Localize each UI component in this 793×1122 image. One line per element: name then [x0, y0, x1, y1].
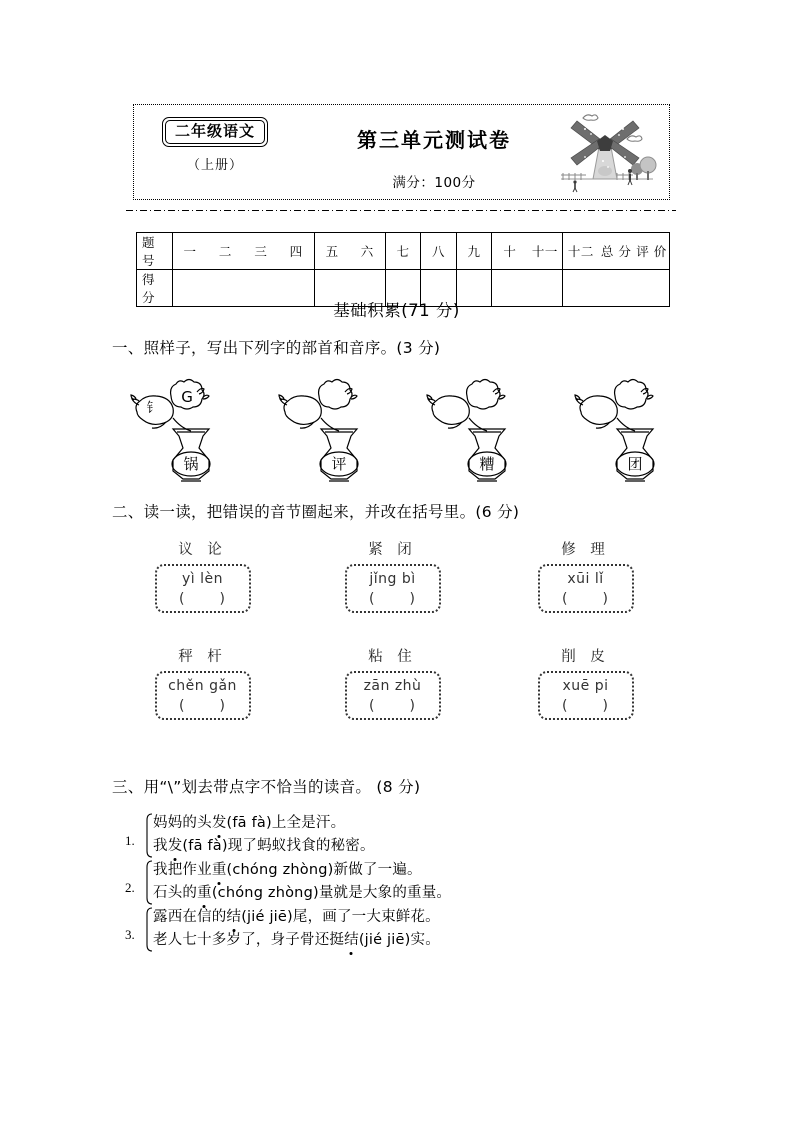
cell-col-12: 十二: [563, 233, 599, 270]
pinyin-item-2: [315, 538, 470, 613]
flower-radical-1: 钅: [146, 401, 160, 416]
pinyin-syllables-2[interactable]: jǐng bì: [369, 571, 416, 587]
pinyin-answer-blank-1[interactable]: ( ): [179, 591, 226, 607]
cell-col-11: 十一: [527, 233, 563, 270]
sentence-lines-3: [153, 906, 440, 952]
flower-character-3: 糟: [479, 455, 495, 473]
cell-col-evaluation: 评 价: [634, 233, 670, 270]
sentence-pre-1b: 我: [153, 838, 168, 854]
flower-vase-diagram-3[interactable]: [421, 374, 556, 488]
flower-initial-1: G: [181, 388, 193, 406]
sentence-post-1b: (fā fà)现了蚂蚁找食的秘密。: [182, 838, 375, 854]
sentence-post-3a: (jié jiē)尾，画了一大束鲜花。: [241, 909, 440, 925]
cell-label-score[interactable]: 得 分: [137, 270, 173, 307]
pinyin-item-3: [508, 538, 663, 613]
cell-label-question: 题 号: [137, 233, 173, 270]
exercise-3-sentence-groups: [125, 812, 685, 953]
pinyin-word-1: 议 论: [178, 542, 227, 558]
score-table: [136, 232, 670, 307]
pinyin-answer-blank-4[interactable]: ( ): [179, 698, 226, 714]
sentence-group-number-1: 1.: [125, 833, 135, 848]
pinyin-box-6[interactable]: [538, 671, 634, 720]
page-title: 第三单元测试卷: [357, 128, 511, 152]
dotted-char-2a[interactable]: 重: [212, 859, 227, 882]
cell-col-total: 总 分: [598, 233, 634, 270]
sentence-lines-2: [153, 859, 451, 905]
decorative-divider: [126, 209, 676, 212]
cell-col-3: 三: [243, 233, 279, 270]
pinyin-word-2: 紧 闭: [368, 542, 417, 558]
grade-badge-outer: [162, 117, 268, 147]
pinyin-syllables-5[interactable]: zān zhù: [363, 678, 422, 694]
pinyin-box-2[interactable]: [345, 564, 441, 613]
dotted-char-1a[interactable]: 发: [212, 812, 227, 835]
group-brace-3: [144, 907, 153, 952]
pinyin-box-4[interactable]: [155, 671, 251, 720]
exercise-3-prompt: 三、用“\”划去带点字不恰当的读音。 (8 分): [112, 778, 421, 796]
pinyin-word-3: 修 理: [561, 542, 610, 558]
sentence-group-number-3: 3.: [125, 927, 135, 942]
sentence-line-1b[interactable]: [153, 835, 375, 858]
pinyin-word-6: 削 皮: [561, 649, 610, 665]
sentence-post-2b: (chóng zhòng)量就是大象的重量。: [211, 885, 452, 901]
sentence-line-3a[interactable]: [153, 906, 440, 929]
windmill-illustration: [553, 109, 661, 197]
pinyin-item-5: [315, 645, 470, 720]
exercise-1-prompt: 一、照样子，写出下列字的部首和音序。(3 分): [112, 339, 441, 357]
flower-character-2: 评: [331, 455, 347, 473]
sentence-pre-2a: 我把作业: [153, 862, 212, 878]
sentence-group-number-2: 2.: [125, 880, 135, 895]
flower-vase-diagram-2[interactable]: [273, 374, 408, 488]
pinyin-item-4: [125, 645, 280, 720]
dotted-char-2b[interactable]: 重: [197, 882, 212, 905]
sentence-group-1: [125, 812, 685, 859]
pinyin-syllables-6[interactable]: xuē pi: [562, 678, 609, 694]
flower-character-4: 团: [627, 455, 643, 473]
grade-label: 二年级语文: [165, 120, 265, 144]
grade-badge-group: [154, 117, 276, 173]
sentence-line-2b[interactable]: [153, 882, 451, 905]
sentence-group-3: [125, 906, 685, 953]
pinyin-answer-blank-3[interactable]: ( ): [562, 591, 609, 607]
pinyin-word-4: 秤 杆: [178, 649, 227, 665]
pinyin-word-5: 粘 住: [368, 649, 417, 665]
dotted-char-3b[interactable]: 结: [344, 929, 359, 952]
exercise-1-diagrams: [125, 374, 685, 488]
pinyin-box-1[interactable]: [155, 564, 251, 613]
sentence-line-1a[interactable]: [153, 812, 375, 835]
dotted-char-1b[interactable]: 发: [168, 835, 183, 858]
pinyin-syllables-1[interactable]: yì lèn: [181, 571, 223, 587]
sentence-pre-3a: 露西在信的: [153, 909, 227, 925]
pinyin-item-1: [125, 538, 280, 613]
paper-header-box: [133, 104, 670, 200]
cell-col-5: 五: [314, 233, 350, 270]
full-score-text: 满分：100分: [392, 175, 476, 191]
pinyin-box-3[interactable]: [538, 564, 634, 613]
group-brace-2: [144, 860, 153, 905]
pinyin-answer-blank-6[interactable]: ( ): [562, 698, 609, 714]
pinyin-item-6: [508, 645, 663, 720]
sentence-group-2: [125, 859, 685, 906]
sentence-pre-3b: 老人七十多岁了，身子骨还挺: [153, 932, 345, 948]
sentence-line-2a[interactable]: [153, 859, 451, 882]
cell-col-4: 四: [279, 233, 315, 270]
pinyin-answer-blank-5[interactable]: ( ): [369, 698, 416, 714]
cell-col-1: 一: [172, 233, 208, 270]
cell-col-10: 十: [492, 233, 528, 270]
volume-label: （上册）: [186, 158, 243, 174]
cell-col-7: 七: [385, 233, 421, 270]
flower-character-1: 锅: [183, 455, 199, 473]
exercise-2-prompt: 二、读一读，把错误的音节圈起来，并改在括号里。(6 分): [112, 503, 520, 521]
pinyin-answer-blank-2[interactable]: ( ): [369, 591, 416, 607]
sentence-post-3b: (jié jiē)实。: [358, 932, 440, 948]
sentence-post-2a: (chóng zhòng)新做了一遍。: [226, 862, 422, 878]
exercise-2-pinyin-boxes: [125, 538, 685, 763]
sentence-pre-1a: 妈妈的头: [153, 815, 212, 831]
cell-col-9: 九: [456, 233, 492, 270]
flower-vase-diagram-4[interactable]: [569, 374, 704, 488]
cell-col-6: 六: [350, 233, 386, 270]
section-heading-basics: 基础积累(71 分): [333, 301, 460, 320]
sentence-line-3b[interactable]: [153, 929, 440, 952]
pinyin-syllables-3[interactable]: xūi lǐ: [567, 571, 604, 587]
sentence-post-1a: (fā fà)上全是汗。: [226, 815, 346, 831]
pinyin-box-5[interactable]: [345, 671, 441, 720]
dotted-char-3a[interactable]: 结: [227, 906, 242, 929]
pinyin-syllables-4[interactable]: chěn gǎn: [168, 678, 237, 694]
sentence-pre-2b: 石头的: [153, 885, 198, 901]
cell-col-8: 八: [421, 233, 457, 270]
table-row-question-numbers: [137, 233, 670, 270]
group-brace-1: [144, 813, 153, 858]
sentence-lines-1: [153, 812, 375, 858]
flower-vase-diagram-1[interactable]: [125, 374, 260, 488]
cell-col-2: 二: [208, 233, 244, 270]
